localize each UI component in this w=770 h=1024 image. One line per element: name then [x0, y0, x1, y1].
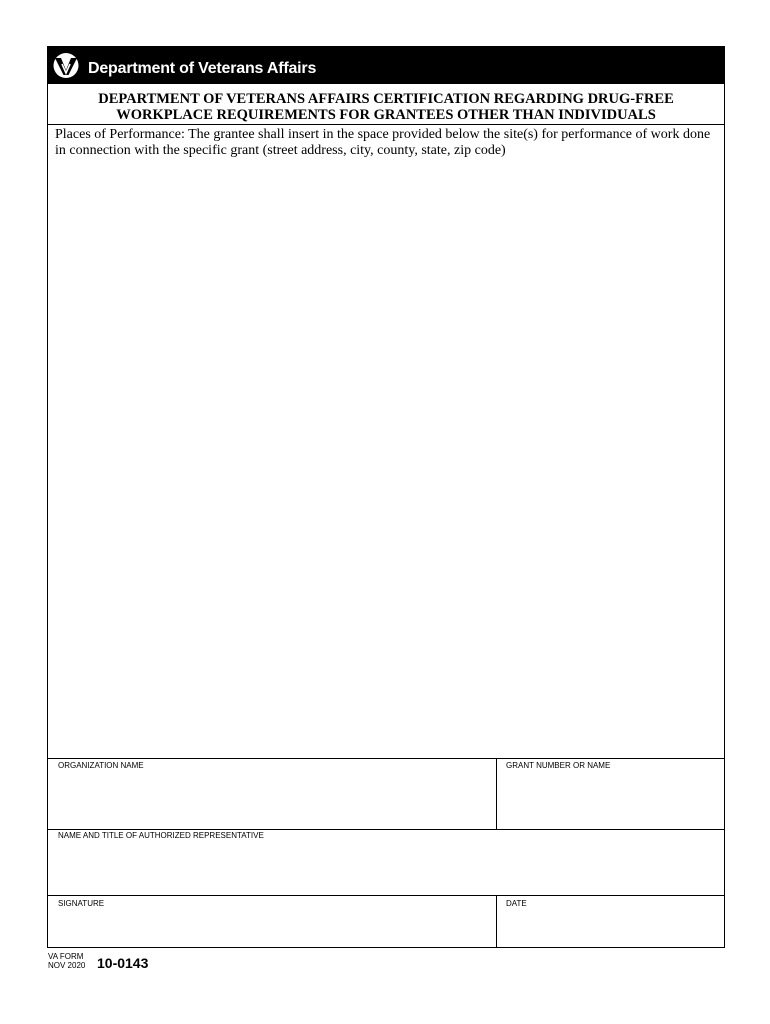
places-of-performance-field[interactable] [50, 162, 722, 756]
va-seal-icon [50, 52, 82, 79]
signature-label: SIGNATURE [58, 899, 105, 908]
organization-name-label: ORGANIZATION NAME [58, 761, 144, 770]
grant-number-label: GRANT NUMBER OR NAME [506, 761, 611, 770]
places-of-performance-instructions: Places of Performance: The grantee shall insert in the space provided below the site(s) for performance of work done in connection with the specific grant (street address, city, county, state, zip code) [55, 127, 711, 158]
divider-signature-date [496, 895, 497, 947]
certification-form [47, 46, 725, 948]
va-header-bar [48, 47, 724, 84]
form-title-line-2: WORKPLACE REQUIREMENTS FOR GRANTEES OTHER THAN INDIVIDUALS [116, 107, 656, 123]
divider-organization [48, 758, 724, 759]
date-field[interactable] [498, 909, 722, 945]
form-number: 10-0143 [97, 955, 149, 971]
form-footer-info [48, 952, 85, 970]
date-label: DATE [506, 899, 527, 908]
form-title-line-1: DEPARTMENT OF VETERANS AFFAIRS CERTIFICATION REGARDING DRUG-FREE [98, 91, 674, 107]
form-date: NOV 2020 [48, 961, 86, 970]
grant-number-field[interactable] [498, 771, 722, 827]
representative-label: NAME AND TITLE OF AUTHORIZED REPRESENTATIVE [58, 831, 264, 840]
title-divider [48, 124, 724, 125]
signature-field[interactable] [50, 909, 494, 945]
agency-name: Department of Veterans Affairs [88, 60, 317, 77]
form-label: VA FORM [48, 952, 84, 961]
organization-name-field[interactable] [50, 771, 494, 827]
form-title [48, 91, 724, 123]
representative-field[interactable] [50, 841, 722, 893]
divider-org-grant [496, 758, 497, 829]
divider-representative [48, 829, 724, 830]
divider-signature [48, 895, 724, 896]
